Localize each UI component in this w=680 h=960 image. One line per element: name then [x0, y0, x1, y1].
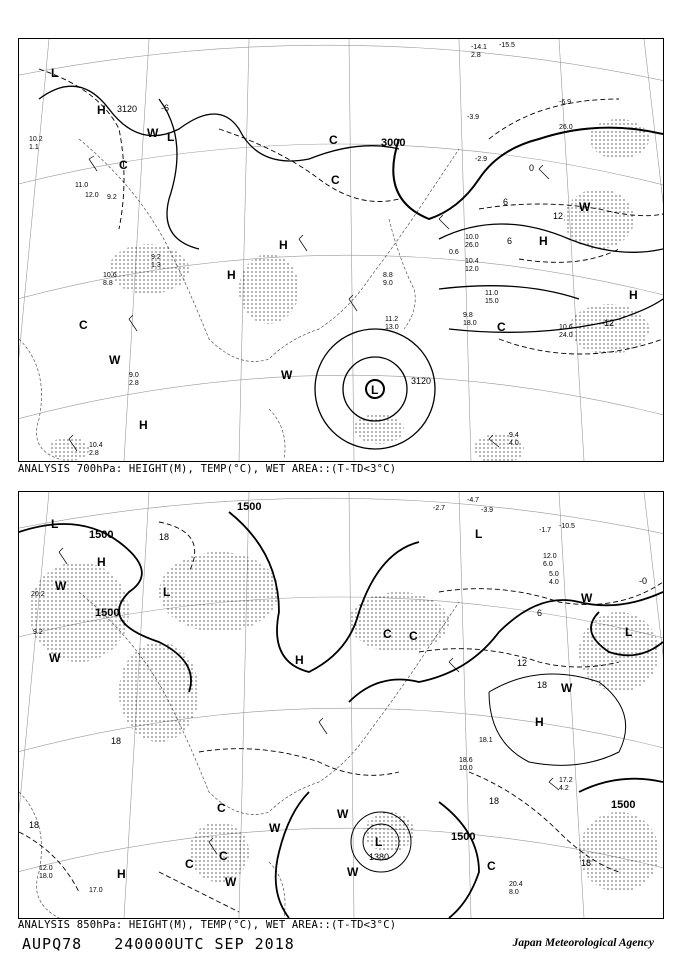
system-symbol: C — [383, 627, 392, 641]
height-contours — [19, 512, 663, 918]
station-value: 9.2 — [151, 254, 161, 261]
station-value: 11.2 — [385, 316, 399, 323]
system-symbol: W — [347, 865, 359, 879]
system-symbol: L — [51, 66, 59, 80]
system-symbol: C — [79, 318, 88, 332]
system-symbol: C — [329, 133, 338, 147]
station-value: 18.6 — [459, 757, 473, 764]
system-symbol: C — [487, 859, 496, 873]
height-label: 1500 — [89, 529, 114, 541]
station-value: 10.6 — [559, 324, 573, 331]
temp-label: -12 — [601, 318, 615, 328]
map-850hpa — [19, 492, 663, 918]
system-symbol: L — [51, 517, 59, 531]
system-symbol: W — [337, 807, 349, 821]
station-value: 9.2 — [33, 629, 43, 636]
station-value: -10.5 — [559, 523, 575, 530]
height-label: 1500 — [237, 501, 262, 513]
system-symbol: L — [375, 835, 383, 849]
station-value: 18.0 — [39, 873, 53, 880]
height-label: 1380 — [369, 852, 390, 862]
station-value: 20.4 — [509, 881, 523, 888]
system-symbol: W — [579, 200, 591, 214]
temp-label: 6 — [537, 608, 543, 618]
station-value: -2.7 — [433, 505, 446, 512]
system-symbol: W — [581, 591, 593, 605]
station-value: 26.0 — [465, 242, 479, 249]
system-symbol: L — [167, 130, 175, 144]
agency-name: Japan Meteorological Agency — [512, 937, 654, 949]
system-symbol: W — [147, 126, 159, 140]
station-value: 6.0 — [543, 561, 553, 568]
wet-areas — [29, 552, 659, 892]
station-value: 12.0 — [85, 192, 99, 199]
chart-850hpa — [18, 491, 664, 919]
station-value: 9.4 — [509, 432, 519, 439]
station-value: 10.2 — [29, 136, 43, 143]
valid-time: 240000UTC SEP 2018 — [114, 935, 295, 953]
station-value: 18.0 — [463, 320, 477, 327]
height-label: 1500 — [95, 607, 120, 619]
station-value: 11.0 — [485, 290, 499, 297]
station-value: 17.2 — [559, 777, 573, 784]
temp-label: 12 — [517, 658, 528, 668]
station-value: 1.1 — [29, 144, 39, 151]
station-value: 9.0 — [383, 280, 393, 287]
wind-barbs — [69, 156, 549, 451]
station-value: 0.6 — [449, 249, 459, 256]
station-value: 8.8 — [103, 280, 113, 287]
station-value: 11.0 — [75, 182, 89, 189]
system-symbol: H — [97, 103, 106, 117]
station-value: -3.9 — [481, 507, 494, 514]
station-value: 10.0 — [459, 765, 473, 772]
station-value: 2.8 — [471, 52, 481, 59]
station-value: 9.8 — [463, 312, 473, 319]
station-value: 5.0 — [549, 571, 559, 578]
station-value: 15.0 — [485, 298, 499, 305]
station-value: 4.0 — [549, 579, 559, 586]
temp-label: 18 — [159, 532, 170, 542]
station-value: 10.6 — [103, 272, 117, 279]
temp-label: -6 — [161, 103, 170, 113]
wet-areas — [49, 119, 649, 461]
station-value: 8.8 — [383, 272, 393, 279]
station-value: -4.7 — [467, 497, 480, 504]
temp-label: 18 — [29, 820, 40, 830]
station-value: 10.4 — [465, 258, 479, 265]
system-symbol: H — [295, 653, 304, 667]
station-value: -14.1 — [471, 44, 487, 51]
station-value: 10.4 — [89, 442, 103, 449]
station-value: -15.5 — [499, 42, 515, 49]
system-symbol: L — [625, 625, 633, 639]
temp-label: 0 — [529, 163, 535, 173]
station-observations — [31, 497, 575, 896]
product-header — [22, 935, 317, 953]
height-label: 1500 — [451, 831, 476, 843]
system-symbol: H — [539, 234, 548, 248]
caption-700hpa: ANALYSIS 700hPa: HEIGHT(M), TEMP(°C), WET AREA::(T-TD<3°C) — [18, 463, 397, 475]
system-symbol: W — [561, 681, 573, 695]
station-value: 26.0 — [559, 124, 573, 131]
system-symbol: L — [163, 585, 171, 599]
system-symbol: W — [55, 579, 67, 593]
system-symbol: W — [49, 651, 61, 665]
station-value: 2.8 — [89, 450, 99, 457]
station-observations — [29, 42, 573, 457]
station-value: -2.9 — [475, 156, 488, 163]
height-label: 3120 — [411, 376, 432, 386]
station-value: 9.0 — [129, 372, 139, 379]
station-value: 20.2 — [31, 591, 45, 598]
station-value: 12.0 — [543, 553, 557, 560]
station-value: -6.9 — [559, 99, 572, 106]
temp-label: 12 — [553, 211, 564, 221]
system-symbol: W — [225, 875, 237, 889]
station-value: 1.3 — [151, 262, 161, 269]
station-value: -1.7 — [539, 527, 552, 534]
system-symbol: H — [279, 238, 288, 252]
station-value: 4.2 — [559, 785, 569, 792]
system-symbol: L — [475, 527, 483, 541]
system-symbol: C — [185, 857, 194, 871]
station-value: 12.0 — [39, 865, 53, 872]
system-symbol: H — [227, 268, 236, 282]
height-label: 1500 — [611, 799, 636, 811]
longitude-grid — [19, 492, 663, 918]
system-symbol: L — [371, 383, 379, 397]
system-symbol: C — [331, 173, 340, 187]
system-symbol: H — [139, 418, 148, 432]
system-symbol: W — [269, 821, 281, 835]
system-symbol: C — [409, 629, 418, 643]
station-value: 18.1 — [479, 737, 493, 744]
temp-label: 6 — [503, 197, 509, 207]
height-label: 3120 — [117, 104, 138, 114]
temp-label: 18 — [537, 680, 548, 690]
temp-label: 18 — [489, 796, 500, 806]
system-symbol: W — [109, 353, 121, 367]
caption-850hpa: ANALYSIS 850hPa: HEIGHT(M), TEMP(°C), WET AREA::(T-TD<3°C) — [18, 919, 397, 931]
station-value: 17.0 — [89, 887, 103, 894]
station-value: 13.0 — [385, 324, 399, 331]
temp-label: 6 — [507, 236, 513, 246]
station-value: 4.0 — [509, 440, 519, 447]
temp-label: 18 — [111, 736, 122, 746]
system-symbol: C — [497, 320, 506, 334]
map-700hpa — [19, 39, 663, 461]
station-value: 2.8 — [129, 380, 139, 387]
system-symbol: H — [629, 288, 638, 302]
station-value: 12.0 — [465, 266, 479, 273]
height-label: 3000 — [381, 137, 406, 149]
product-code: AUPQ78 — [22, 935, 83, 953]
system-symbol: W — [281, 368, 293, 382]
temp-label: -0 — [639, 576, 648, 586]
station-value: 9.2 — [107, 194, 117, 201]
chart-700hpa — [18, 38, 664, 462]
station-value: 24.0 — [559, 332, 573, 339]
system-symbol: H — [117, 867, 126, 881]
station-value: -3.9 — [467, 114, 480, 121]
system-symbol: H — [97, 555, 106, 569]
station-value: 8.0 — [509, 889, 519, 896]
system-symbol: C — [217, 801, 226, 815]
system-symbol: H — [535, 715, 544, 729]
station-value: 10.0 — [465, 234, 479, 241]
temp-label: 18 — [581, 858, 592, 868]
system-symbol: C — [119, 158, 128, 172]
system-symbol: C — [219, 849, 228, 863]
